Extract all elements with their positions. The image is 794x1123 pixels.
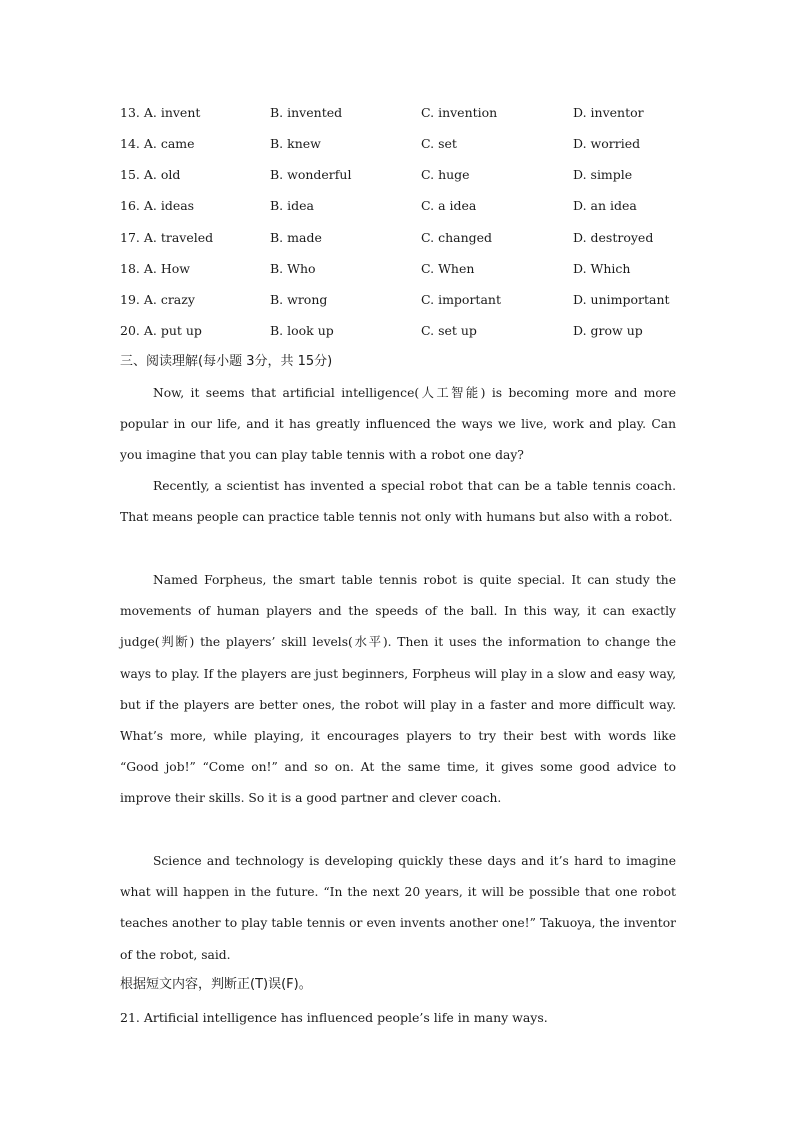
- paragraph-2: Recently, a scientist has invented a special robot that can be a table tennis coach. That means people can practice table tennis not only with humans but also with a robot.: [120, 479, 676, 525]
- option-a: 19. A. crazy: [120, 292, 195, 307]
- paragraph-4: Science and technology is developing quickly these days and it’s hard to imagine what will happen in the future. “In the next 20 years, it will be possible that one robot teaches another to play table tennis or even invents another one!” Takuoya, the inventor of the robot, said.: [120, 854, 676, 962]
- option-b: B. wonderful: [270, 167, 352, 182]
- paragraph-1: Now, it seems that artificial intelligence(人工智能) is becoming more and more popular in our life, and it has greatly influenced the ways we live, work and play. Can you imagine that you can play table tennis with a robot one day?: [120, 386, 676, 463]
- option-a: 18. A. How: [120, 261, 190, 276]
- option-a: 15. A. old: [120, 167, 181, 182]
- option-b: B. made: [270, 230, 322, 245]
- question-21: 21. Artificial intelligence has influenced people’s life in many ways.: [120, 1010, 548, 1025]
- option-c: C. huge: [421, 167, 470, 182]
- option-d: D. inventor: [573, 105, 644, 120]
- section-heading: 三、阅读理解(每小题 3分，共 15分): [120, 354, 333, 369]
- option-c: C. a idea: [421, 198, 477, 213]
- option-c: C. invention: [421, 105, 498, 120]
- option-row-17: [120, 228, 680, 248]
- option-row-14: [120, 134, 680, 154]
- option-d: D. destroyed: [573, 230, 654, 245]
- option-c: C. When: [421, 261, 475, 276]
- option-c: C. changed: [421, 230, 493, 245]
- option-d: D. worried: [573, 136, 641, 151]
- option-d: D. grow up: [573, 323, 643, 338]
- paragraph-3: Named Forpheus, the smart table tennis robot is quite special. It can study the movements of human players and the speeds of the ball. In this way, it can exactly judge(判断) the players’ skill levels(水平). Then it uses the information to change the ways to play. If the players are just beginners, Forpheus will play in a slow and easy way, but if the players are better ones, the robot will play in a faster and more difficult way. What’s more, while playing, it encourages players to try their best with words like “Good job!” “Come on!” and so on. At the same time, it gives some good advice to improve their skills. So it is a good partner and clever coach.: [120, 573, 676, 806]
- option-c: C. important: [421, 292, 501, 307]
- option-d: D. unimportant: [573, 292, 670, 307]
- option-row-15: [120, 165, 680, 185]
- option-a: 20. A. put up: [120, 323, 202, 338]
- option-b: B. knew: [270, 136, 321, 151]
- option-a: 17. A. traveled: [120, 230, 214, 245]
- option-a: 16. A. ideas: [120, 198, 195, 213]
- option-d: D. Which: [573, 261, 631, 276]
- option-row-19: [120, 290, 680, 310]
- option-c: C. set: [421, 136, 457, 151]
- option-b: B. Who: [270, 261, 316, 276]
- option-row-18: [120, 259, 680, 279]
- instruction: 根据短文内容，判断正(T)误(F)。: [120, 977, 312, 992]
- option-row-16: [120, 196, 680, 216]
- option-b: B. wrong: [270, 292, 328, 307]
- option-b: B. look up: [270, 323, 334, 338]
- option-row-13: [120, 103, 680, 123]
- option-c: C. set up: [421, 323, 477, 338]
- option-b: B. idea: [270, 198, 314, 213]
- option-d: D. an idea: [573, 198, 637, 213]
- option-a: 13. A. invent: [120, 105, 201, 120]
- option-d: D. simple: [573, 167, 633, 182]
- option-a: 14. A. came: [120, 136, 195, 151]
- option-b: B. invented: [270, 105, 343, 120]
- option-row-20: [120, 321, 680, 341]
